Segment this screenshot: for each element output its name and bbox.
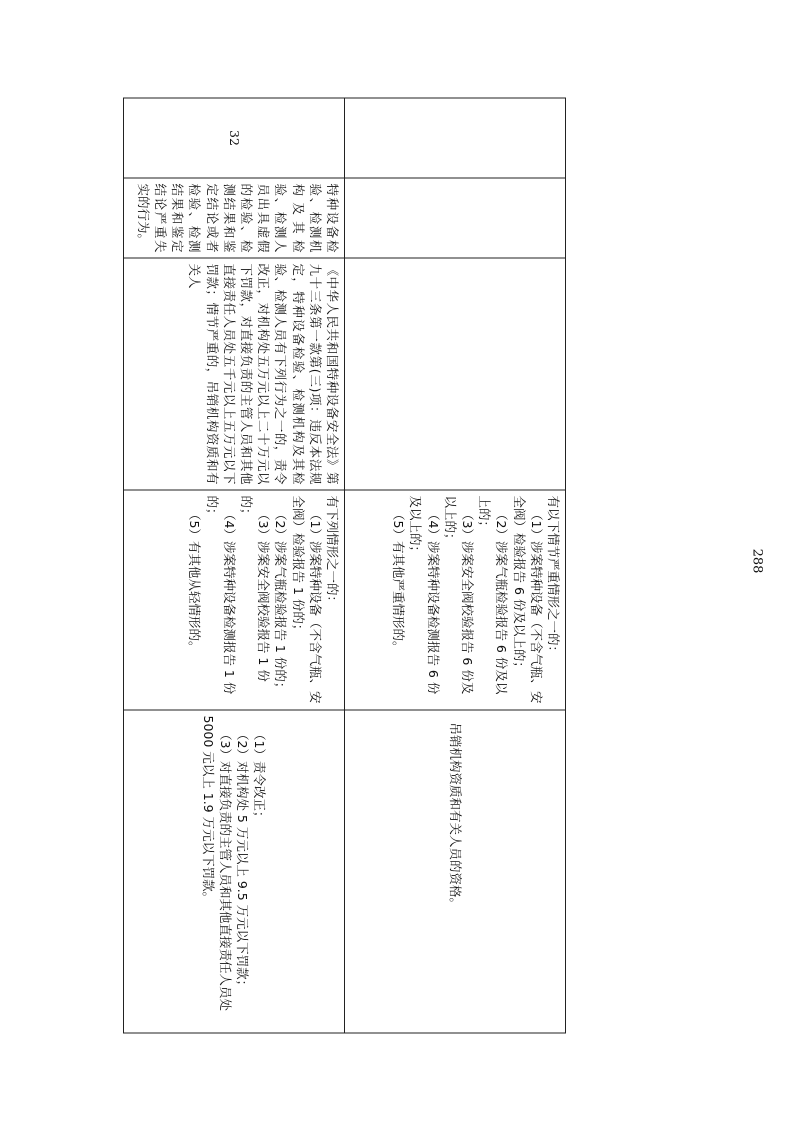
circumstance-cell bbox=[345, 490, 566, 710]
circumstance-item: （2）涉案气瓶检验报告 6 份及以上的； bbox=[477, 495, 510, 695]
penalty-item: （3）对直接负责的主管人员和其他直接责任人员处 5000 元以上 1.9 万元以下罚款。 bbox=[200, 715, 233, 1011]
row-index-cell bbox=[345, 98, 566, 178]
penalty-cell bbox=[124, 710, 345, 1033]
rotated-table-container bbox=[124, 98, 566, 1033]
circumstance-item: （3）涉案安全阀校验报告 6 份及以上的； bbox=[442, 495, 475, 695]
circumstance-item: （2）涉案气瓶检验报告 1 份的； bbox=[273, 508, 289, 695]
table-row bbox=[124, 98, 345, 1033]
circumstance-item: （5）有其他严重情形的。 bbox=[391, 508, 407, 654]
circumstance-lead: 有下列情形之一的： bbox=[325, 495, 340, 609]
legal-basis-cell: 《中华人民共和国特种设备安全法》第九十三条第一款第(三)项：违反本法规定，特种设备检验、检测机构及其检验、检测人员有下列行为之一的，责令改正，对机构处五万元以上二十万元以下罚款，对直接负责的主管人员和其他直接责任人员处五千元以上五万元以下罚款；情节严重的，吊销机构资质和有关人 bbox=[124, 258, 345, 490]
circumstance-lead: 有以下情节严重情形之一的： bbox=[546, 495, 561, 659]
behavior-cell: 特种设备检验、检测机构及其检验、检测人员出具虚假的检验、检测结果和鉴定结论或者检验、检测结果和鉴定结论严重失实的行为。 bbox=[124, 178, 345, 258]
row-index-cell: 32 bbox=[124, 98, 345, 178]
circumstance-cell bbox=[124, 490, 345, 710]
circumstance-item: （1）涉案特种设备（不含气瓶、安全阀）检验报告 1 份的； bbox=[290, 495, 323, 704]
table-row bbox=[345, 98, 566, 1033]
circumstance-item: （5）有其他从轻情形的。 bbox=[187, 508, 203, 654]
behavior-cell bbox=[345, 178, 566, 258]
page-number: 288 bbox=[749, 548, 765, 574]
penalty-cell: 吊销机构资质和有关人员的资格。 bbox=[345, 710, 566, 1033]
circumstance-item: （4）涉案特种设备检测报告 1 份的； bbox=[204, 495, 237, 695]
penalty-item: （1）责令改正； bbox=[252, 728, 268, 824]
circumstance-item: （3）涉案安全阀校验报告 1 份的； bbox=[238, 495, 272, 682]
penalty-item: （2）对机构处 5 万元以上 9.5 万元以下罚款； bbox=[235, 728, 251, 993]
circumstance-item: （4）涉案特种设备检测报告 6 份及以上的； bbox=[408, 495, 441, 695]
circumstance-item: （1）涉案特种设备（不含气瓶、安全阀）检验报告 6 份及以上的； bbox=[511, 495, 544, 704]
penalty-standard-table bbox=[123, 98, 566, 1034]
legal-basis-cell bbox=[345, 258, 566, 490]
